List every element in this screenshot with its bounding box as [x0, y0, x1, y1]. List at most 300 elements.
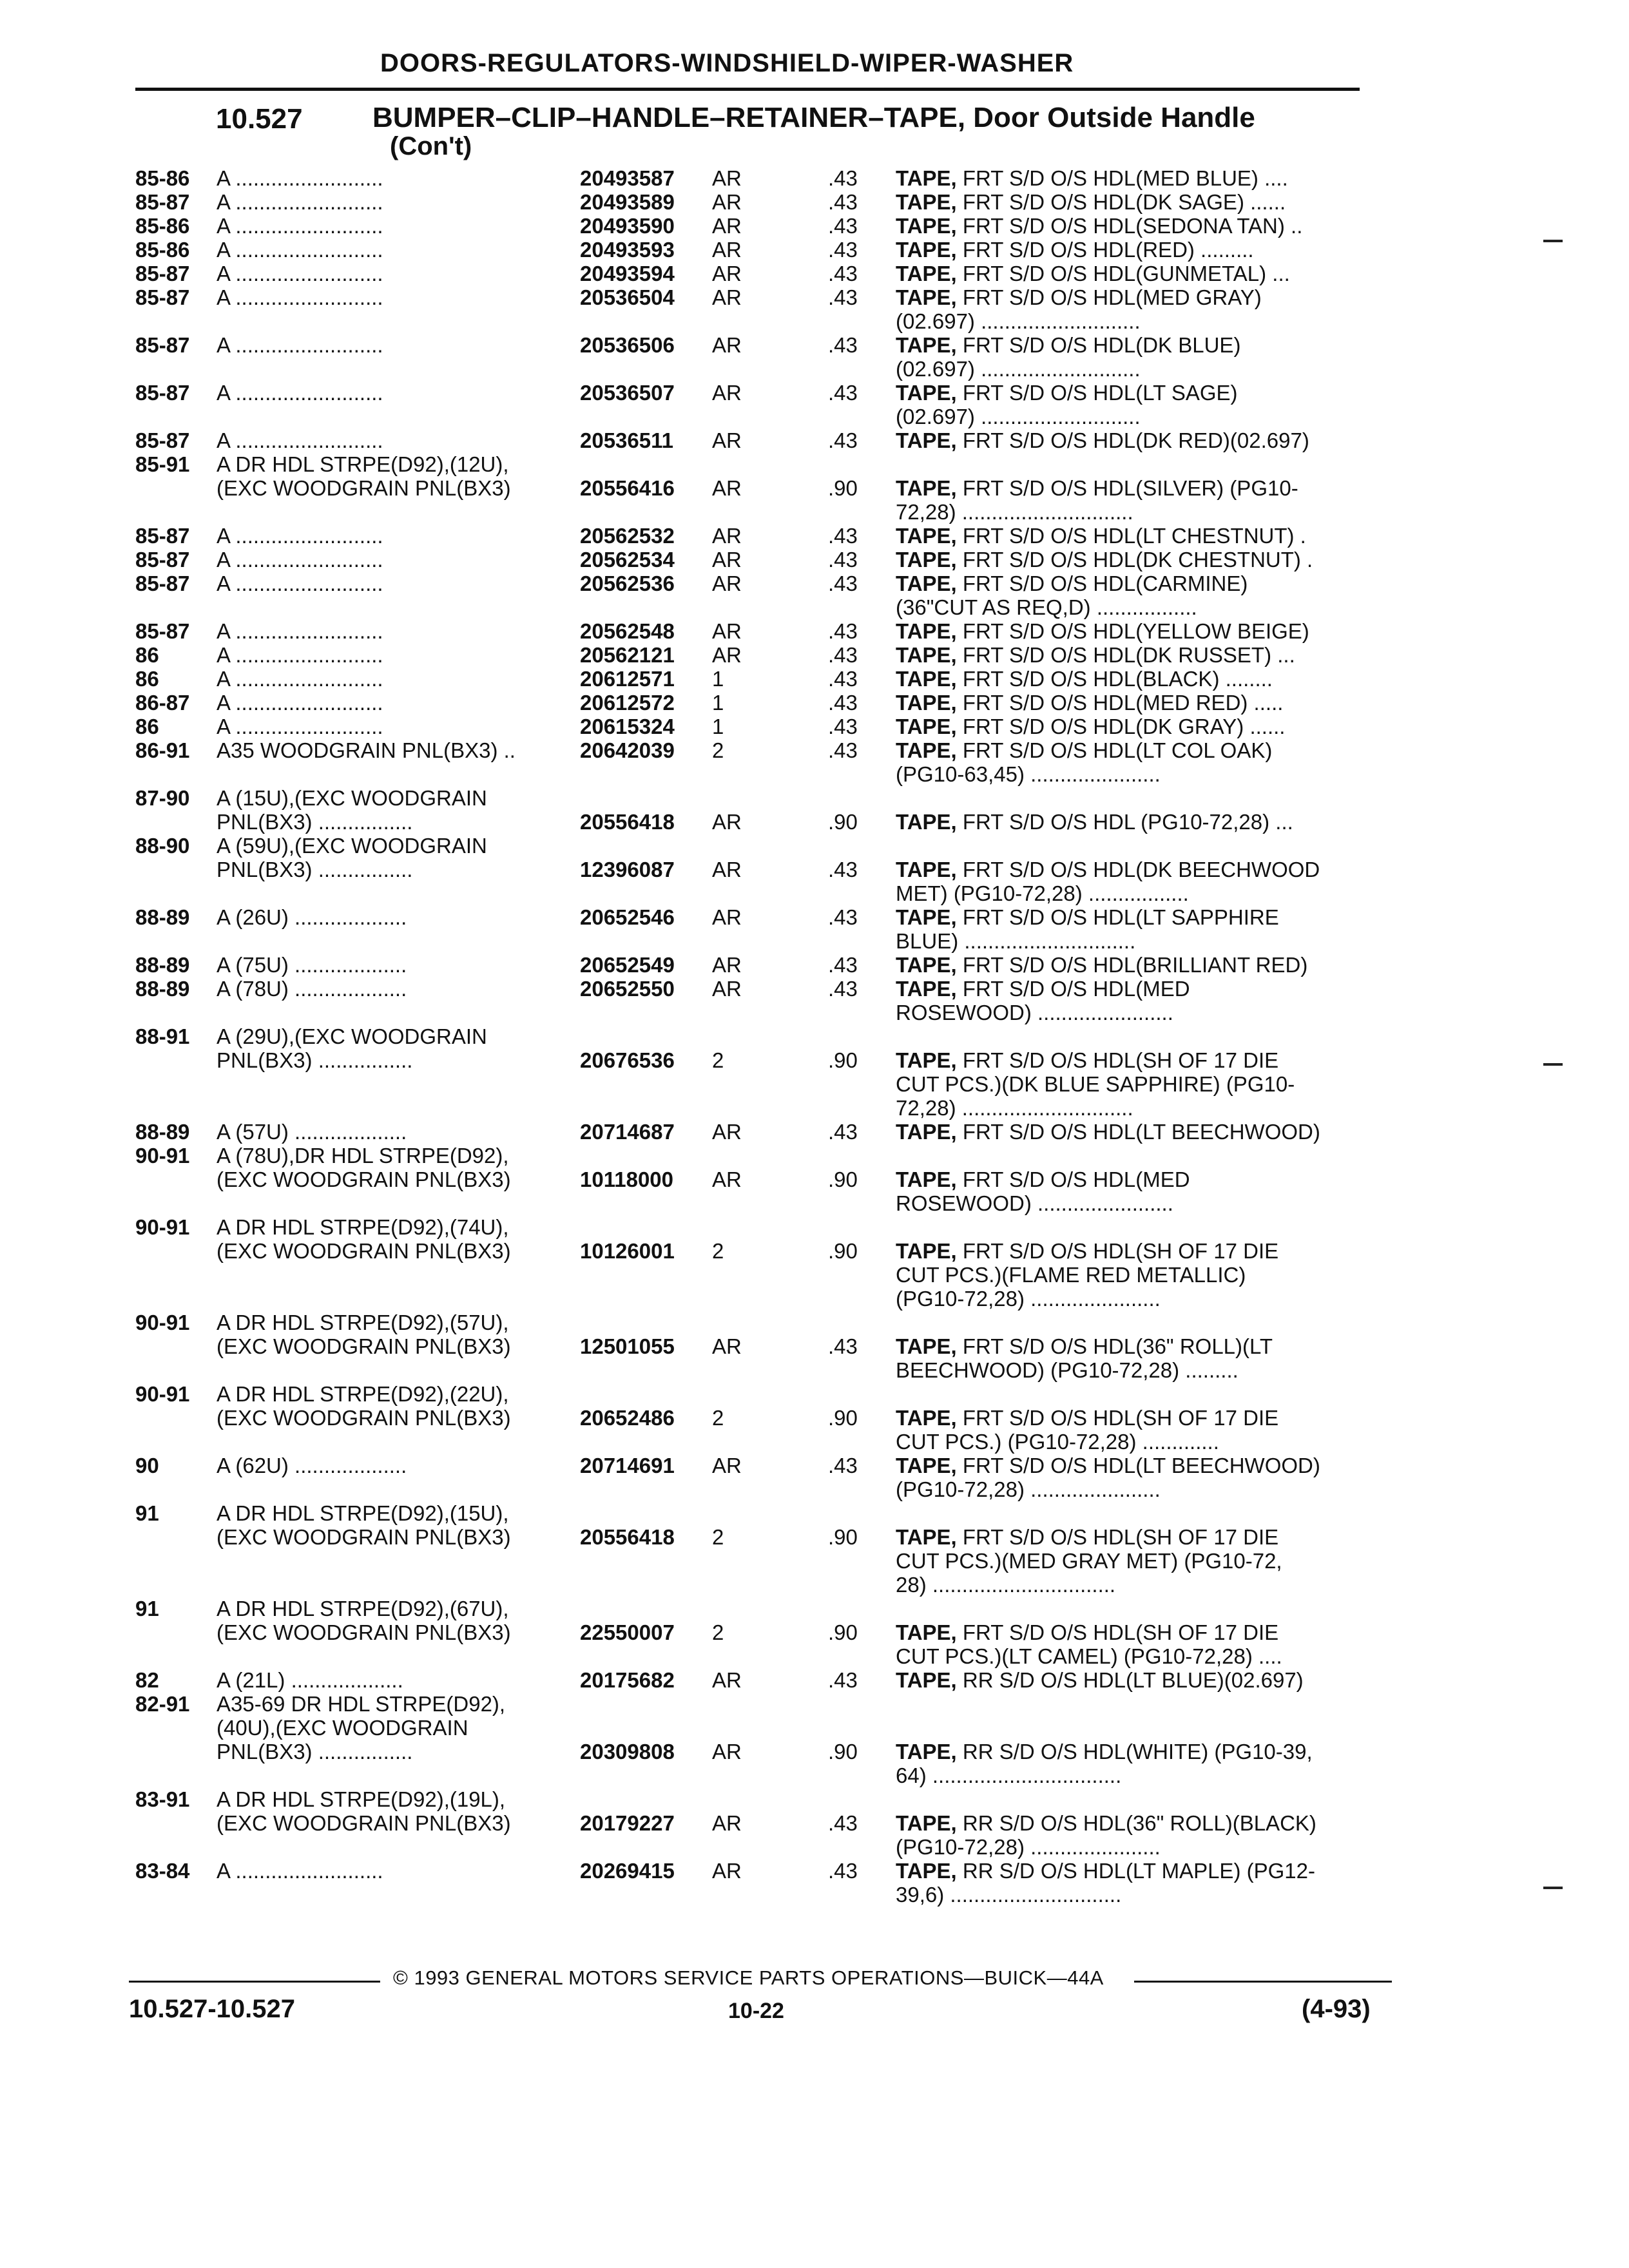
entry-line — [135, 1501, 1373, 1525]
model-years: 90-91 — [135, 1382, 190, 1406]
price-group: .43 — [828, 285, 858, 309]
description: TAPE, RR S/D O/S HDL(36" ROLL)(BLACK) — [896, 1811, 1316, 1835]
parts-entry — [135, 1859, 1373, 1907]
description: TAPE, FRT S/D O/S HDL(SH OF 17 DIE — [896, 1048, 1279, 1072]
application: A (59U),(EXC WOODGRAIN — [217, 834, 487, 858]
application: A ......................... — [217, 643, 383, 667]
model-years: 82-91 — [135, 1692, 190, 1716]
price-group: .43 — [828, 428, 858, 452]
description: TAPE, FRT S/D O/S HDL(BLACK) ........ — [896, 667, 1273, 691]
footer-rule-right — [1134, 1981, 1392, 1983]
quantity: AR — [712, 1740, 742, 1763]
entry-line — [135, 1168, 1373, 1191]
price-group: .43 — [828, 1859, 858, 1883]
entry-line — [135, 1430, 1373, 1454]
parts-entry — [135, 1144, 1373, 1215]
description: TAPE, FRT S/D O/S HDL(SILVER) (PG10- — [896, 476, 1298, 500]
parts-entry — [135, 1120, 1373, 1144]
application: A ......................... — [217, 572, 383, 595]
price-group: .43 — [828, 1454, 858, 1477]
model-years: 85-91 — [135, 452, 190, 476]
price-group: .90 — [828, 1239, 858, 1263]
parts-entry — [135, 715, 1373, 738]
model-years: 85-87 — [135, 524, 190, 548]
description: TAPE, FRT S/D O/S HDL(36" ROLL)(LT — [896, 1334, 1273, 1358]
entry-line — [135, 691, 1373, 715]
model-years: 82 — [135, 1668, 159, 1692]
parts-entry — [135, 572, 1373, 619]
description: TAPE, FRT S/D O/S HDL(DK RUSSET) ... — [896, 643, 1295, 667]
entry-line — [135, 452, 1373, 476]
model-years: 88-89 — [135, 1120, 190, 1144]
description: TAPE, FRT S/D O/S HDL(SEDONA TAN) .. — [896, 214, 1303, 238]
model-years: 91 — [135, 1501, 159, 1525]
quantity: AR — [712, 905, 742, 929]
quantity: AR — [712, 1859, 742, 1883]
application: A (21L) ................... — [217, 1668, 403, 1692]
application: A (26U) ................... — [217, 905, 407, 929]
application: A ......................... — [217, 715, 383, 738]
description: TAPE, FRT S/D O/S HDL(DK BEECHWOOD — [896, 858, 1320, 881]
model-years: 86 — [135, 643, 159, 667]
description: (02.697) ........................... — [896, 357, 1141, 381]
application: (EXC WOODGRAIN PNL(BX3) — [217, 476, 511, 500]
entry-line — [135, 667, 1373, 691]
parts-entry — [135, 452, 1373, 524]
entry-line — [135, 1048, 1373, 1072]
quantity: AR — [712, 428, 742, 452]
entry-line — [135, 1072, 1373, 1096]
description: 72,28) ............................. — [896, 1096, 1133, 1120]
entry-line — [135, 524, 1373, 548]
entry-line — [135, 786, 1373, 810]
price-group: .43 — [828, 619, 858, 643]
application: A (78U) ................... — [217, 977, 407, 1001]
entry-line — [135, 262, 1373, 285]
description: TAPE, RR S/D O/S HDL(WHITE) (PG10-39, — [896, 1740, 1313, 1763]
description: (PG10-72,28) ...................... — [896, 1287, 1161, 1311]
quantity: AR — [712, 476, 742, 500]
price-group: .43 — [828, 381, 858, 405]
parts-entry — [135, 190, 1373, 214]
price-group: .43 — [828, 214, 858, 238]
margin-mark — [1543, 240, 1563, 242]
price-group: .43 — [828, 238, 858, 262]
entry-line — [135, 905, 1373, 929]
part-number: 20615324 — [575, 715, 715, 738]
part-number: 20536504 — [575, 285, 715, 309]
part-number: 20556418 — [575, 1525, 715, 1549]
description: TAPE, RR S/D O/S HDL(LT BLUE)(02.697) — [896, 1668, 1304, 1692]
part-number: 10118000 — [575, 1168, 715, 1191]
description: (02.697) ........................... — [896, 405, 1141, 428]
quantity: AR — [712, 524, 742, 548]
application: A ......................... — [217, 214, 383, 238]
part-number: 20556416 — [575, 476, 715, 500]
description: TAPE, FRT S/D O/S HDL(YELLOW BEIGE) — [896, 619, 1309, 643]
entry-line — [135, 1024, 1373, 1048]
description: TAPE, FRT S/D O/S HDL(MED GRAY) — [896, 285, 1262, 309]
application: (EXC WOODGRAIN PNL(BX3) — [217, 1406, 511, 1430]
price-group: .43 — [828, 715, 858, 738]
model-years: 85-87 — [135, 262, 190, 285]
application: A DR HDL STRPE(D92),(74U), — [217, 1215, 509, 1239]
price-group: .43 — [828, 1120, 858, 1144]
parts-entry — [135, 977, 1373, 1024]
quantity: 2 — [712, 1239, 724, 1263]
quantity: AR — [712, 643, 742, 667]
application: A DR HDL STRPE(D92),(12U), — [217, 452, 509, 476]
application: A ......................... — [217, 1859, 383, 1883]
entry-line — [135, 1287, 1373, 1311]
parts-entry — [135, 691, 1373, 715]
application: PNL(BX3) ................ — [217, 1048, 413, 1072]
model-years: 86 — [135, 667, 159, 691]
application: PNL(BX3) ................ — [217, 858, 413, 881]
description: CUT PCS.) (PG10-72,28) ............. — [896, 1430, 1219, 1454]
model-years: 88-89 — [135, 977, 190, 1001]
model-years: 88-89 — [135, 905, 190, 929]
description: 64) ................................ — [896, 1763, 1122, 1787]
parts-entry — [135, 667, 1373, 691]
part-number: 20493590 — [575, 214, 715, 238]
quantity: AR — [712, 381, 742, 405]
description: (PG10-63,45) ...................... — [896, 762, 1161, 786]
quantity: AR — [712, 1454, 742, 1477]
part-number: 20536506 — [575, 333, 715, 357]
entry-line — [135, 929, 1373, 953]
price-group: .90 — [828, 1740, 858, 1763]
part-number: 10126001 — [575, 1239, 715, 1263]
entry-line — [135, 810, 1373, 834]
entry-line — [135, 1454, 1373, 1477]
model-years: 90-91 — [135, 1144, 190, 1168]
part-number: 20714687 — [575, 1120, 715, 1144]
price-group: .43 — [828, 548, 858, 572]
part-number: 20676536 — [575, 1048, 715, 1072]
parts-entry — [135, 643, 1373, 667]
parts-entry — [135, 381, 1373, 428]
quantity: AR — [712, 953, 742, 977]
quantity: 2 — [712, 1620, 724, 1644]
application: A ......................... — [217, 619, 383, 643]
entry-line — [135, 1644, 1373, 1668]
description: ROSEWOOD) ....................... — [896, 1001, 1173, 1024]
entry-line — [135, 1406, 1373, 1430]
part-number: 20536511 — [575, 428, 715, 452]
model-years: 85-87 — [135, 619, 190, 643]
application: (EXC WOODGRAIN PNL(BX3) — [217, 1168, 511, 1191]
entry-line — [135, 1740, 1373, 1763]
application: A35-69 DR HDL STRPE(D92), — [217, 1692, 506, 1716]
entry-line — [135, 1358, 1373, 1382]
part-number: 20536507 — [575, 381, 715, 405]
description: TAPE, FRT S/D O/S HDL(GUNMETAL) ... — [896, 262, 1290, 285]
part-number: 20493589 — [575, 190, 715, 214]
part-number: 20562532 — [575, 524, 715, 548]
part-number: 20652549 — [575, 953, 715, 977]
parts-entry — [135, 1454, 1373, 1501]
parts-entry — [135, 238, 1373, 262]
parts-entry — [135, 285, 1373, 333]
price-group: .90 — [828, 1168, 858, 1191]
parts-entry — [135, 1311, 1373, 1382]
price-group: .90 — [828, 810, 858, 834]
part-number: 20269415 — [575, 1859, 715, 1883]
model-years: 85-87 — [135, 333, 190, 357]
model-years: 91 — [135, 1597, 159, 1620]
application: A DR HDL STRPE(D92),(19L), — [217, 1787, 506, 1811]
part-number: 20612572 — [575, 691, 715, 715]
footer-page-number: 10-22 — [728, 1999, 784, 2023]
entry-line — [135, 1477, 1373, 1501]
model-years: 85-86 — [135, 238, 190, 262]
entry-line — [135, 1191, 1373, 1215]
entry-line — [135, 643, 1373, 667]
application: A ......................... — [217, 238, 383, 262]
parts-entry — [135, 619, 1373, 643]
catalog-title-continued: (Con't) — [390, 132, 472, 160]
quantity: 2 — [712, 738, 724, 762]
price-group: .43 — [828, 1334, 858, 1358]
entry-line — [135, 548, 1373, 572]
entry-line — [135, 1763, 1373, 1787]
parts-entry — [135, 905, 1373, 953]
description: MET) (PG10-72,28) ................. — [896, 881, 1189, 905]
model-years: 88-90 — [135, 834, 190, 858]
quantity: AR — [712, 1334, 742, 1358]
parts-entry — [135, 333, 1373, 381]
parts-entry — [135, 738, 1373, 786]
quantity: 1 — [712, 667, 724, 691]
application: A (62U) ................... — [217, 1454, 407, 1477]
entry-line — [135, 858, 1373, 881]
quantity: AR — [712, 214, 742, 238]
parts-entry — [135, 834, 1373, 905]
application: A ......................... — [217, 285, 383, 309]
header-rule — [135, 88, 1360, 91]
price-group: .43 — [828, 166, 858, 190]
entry-line — [135, 1668, 1373, 1692]
model-years: 85-87 — [135, 381, 190, 405]
model-years: 85-87 — [135, 548, 190, 572]
description: BEECHWOOD) (PG10-72,28) ......... — [896, 1358, 1239, 1382]
parts-entry — [135, 1215, 1373, 1311]
description: TAPE, FRT S/D O/S HDL(SH OF 17 DIE — [896, 1620, 1279, 1644]
quantity: 1 — [712, 691, 724, 715]
catalog-title: BUMPER–CLIP–HANDLE–RETAINER–TAPE, Door Outside Handle — [372, 102, 1255, 133]
description: TAPE, FRT S/D O/S HDL(CARMINE) — [896, 572, 1248, 595]
price-group: .90 — [828, 1525, 858, 1549]
quantity: AR — [712, 572, 742, 595]
price-group: .43 — [828, 572, 858, 595]
entry-line — [135, 1787, 1373, 1811]
application: A (78U),DR HDL STRPE(D92), — [217, 1144, 509, 1168]
price-group: .90 — [828, 1048, 858, 1072]
description: TAPE, FRT S/D O/S HDL(MED — [896, 1168, 1190, 1191]
description: TAPE, FRT S/D O/S HDL(MED RED) ..... — [896, 691, 1284, 715]
price-group: .90 — [828, 476, 858, 500]
price-group: .43 — [828, 977, 858, 1001]
application: A (15U),(EXC WOODGRAIN — [217, 786, 487, 810]
entry-line — [135, 1001, 1373, 1024]
application: A (75U) ................... — [217, 953, 407, 977]
part-number: 12501055 — [575, 1334, 715, 1358]
price-group: .43 — [828, 667, 858, 691]
quantity: AR — [712, 1120, 742, 1144]
parts-entry — [135, 262, 1373, 285]
part-number: 20612571 — [575, 667, 715, 691]
model-years: 90 — [135, 1454, 159, 1477]
part-number: 20714691 — [575, 1454, 715, 1477]
application: A ......................... — [217, 262, 383, 285]
description: CUT PCS.)(FLAME RED METALLIC) — [896, 1263, 1246, 1287]
entry-line — [135, 1311, 1373, 1334]
description: TAPE, FRT S/D O/S HDL(DK GRAY) ...... — [896, 715, 1286, 738]
description: TAPE, FRT S/D O/S HDL(BRILLIANT RED) — [896, 953, 1308, 977]
entry-line — [135, 1716, 1373, 1740]
application: A DR HDL STRPE(D92),(15U), — [217, 1501, 509, 1525]
description: TAPE, RR S/D O/S HDL(LT MAPLE) (PG12- — [896, 1859, 1315, 1883]
parts-entry — [135, 166, 1373, 190]
description: TAPE, FRT S/D O/S HDL(MED BLUE) .... — [896, 166, 1288, 190]
entry-line — [135, 1096, 1373, 1120]
description: TAPE, FRT S/D O/S HDL(MED — [896, 977, 1190, 1001]
application: A ......................... — [217, 190, 383, 214]
part-number: 20493593 — [575, 238, 715, 262]
model-years: 86-91 — [135, 738, 190, 762]
quantity: 2 — [712, 1406, 724, 1430]
parts-entry — [135, 1501, 1373, 1597]
entry-line — [135, 1144, 1373, 1168]
description: TAPE, FRT S/D O/S HDL(DK SAGE) ...... — [896, 190, 1286, 214]
footer-rule-left — [129, 1981, 380, 1983]
part-number: 20562121 — [575, 643, 715, 667]
entry-line — [135, 1692, 1373, 1716]
entry-line — [135, 1597, 1373, 1620]
margin-mark — [1543, 1887, 1563, 1889]
quantity: AR — [712, 619, 742, 643]
price-group: .43 — [828, 858, 858, 881]
entry-line — [135, 572, 1373, 595]
parts-entry — [135, 428, 1373, 452]
application: (40U),(EXC WOODGRAIN — [217, 1716, 468, 1740]
model-years: 90-91 — [135, 1311, 190, 1334]
model-years: 90-91 — [135, 1215, 190, 1239]
application: PNL(BX3) ................ — [217, 1740, 413, 1763]
part-number: 20642039 — [575, 738, 715, 762]
part-number: 20562534 — [575, 548, 715, 572]
price-group: .43 — [828, 643, 858, 667]
application: A ......................... — [217, 333, 383, 357]
application: (EXC WOODGRAIN PNL(BX3) — [217, 1525, 511, 1549]
description: TAPE, FRT S/D O/S HDL(RED) ......... — [896, 238, 1254, 262]
part-number: 20179227 — [575, 1811, 715, 1835]
entry-line — [135, 285, 1373, 309]
description: ROSEWOOD) ....................... — [896, 1191, 1173, 1215]
price-group: .43 — [828, 953, 858, 977]
parts-entry — [135, 1382, 1373, 1454]
application: A DR HDL STRPE(D92),(57U), — [217, 1311, 509, 1334]
entry-line — [135, 1334, 1373, 1358]
part-number: 22550007 — [575, 1620, 715, 1644]
price-group: .43 — [828, 691, 858, 715]
part-number: 20493587 — [575, 166, 715, 190]
application: A ......................... — [217, 524, 383, 548]
entry-line — [135, 1549, 1373, 1573]
application: A DR HDL STRPE(D92),(22U), — [217, 1382, 509, 1406]
entry-line — [135, 166, 1373, 190]
price-group: .43 — [828, 262, 858, 285]
parts-entry — [135, 548, 1373, 572]
entry-line — [135, 428, 1373, 452]
entry-line — [135, 190, 1373, 214]
entry-line — [135, 214, 1373, 238]
application: A ......................... — [217, 428, 383, 452]
quantity: AR — [712, 1811, 742, 1835]
entry-line — [135, 762, 1373, 786]
parts-list — [135, 166, 1373, 1907]
parts-entry — [135, 1787, 1373, 1859]
entry-line — [135, 476, 1373, 500]
entry-line — [135, 1573, 1373, 1597]
entry-line — [135, 381, 1373, 405]
part-number: 20562548 — [575, 619, 715, 643]
application: (EXC WOODGRAIN PNL(BX3) — [217, 1334, 511, 1358]
quantity: 1 — [712, 715, 724, 738]
entry-line — [135, 1811, 1373, 1835]
description: 72,28) ............................. — [896, 500, 1133, 524]
part-number: 20652550 — [575, 977, 715, 1001]
description: CUT PCS.)(DK BLUE SAPPHIRE) (PG10- — [896, 1072, 1295, 1096]
quantity: AR — [712, 1668, 742, 1692]
model-years: 88-91 — [135, 1024, 190, 1048]
description: TAPE, FRT S/D O/S HDL(LT CHESTNUT) . — [896, 524, 1306, 548]
model-years: 86-87 — [135, 691, 190, 715]
application: A ......................... — [217, 667, 383, 691]
section-header: DOORS-REGULATORS-WINDSHIELD-WIPER-WASHER — [380, 49, 1074, 77]
parts-entry — [135, 953, 1373, 977]
application: A ......................... — [217, 548, 383, 572]
entry-line — [135, 1263, 1373, 1287]
parts-entry — [135, 1024, 1373, 1120]
price-group: .43 — [828, 905, 858, 929]
entry-line — [135, 1835, 1373, 1859]
parts-entry — [135, 214, 1373, 238]
application: A ......................... — [217, 166, 383, 190]
entry-line — [135, 1215, 1373, 1239]
price-group: .43 — [828, 738, 858, 762]
entry-line — [135, 1525, 1373, 1549]
parts-entry — [135, 1668, 1373, 1692]
quantity: AR — [712, 333, 742, 357]
description: TAPE, FRT S/D O/S HDL(DK CHESTNUT) . — [896, 548, 1313, 572]
application: A ......................... — [217, 381, 383, 405]
part-number: 12396087 — [575, 858, 715, 881]
application: A35 WOODGRAIN PNL(BX3) .. — [217, 738, 516, 762]
entry-line — [135, 1620, 1373, 1644]
quantity: 2 — [712, 1048, 724, 1072]
entry-line — [135, 953, 1373, 977]
price-group: .90 — [828, 1406, 858, 1430]
part-number: 20652486 — [575, 1406, 715, 1430]
application: A ......................... — [217, 691, 383, 715]
application: (EXC WOODGRAIN PNL(BX3) — [217, 1620, 511, 1644]
catalog-number: 10.527 — [216, 103, 303, 135]
price-group: .43 — [828, 190, 858, 214]
quantity: AR — [712, 810, 742, 834]
model-years: 83-84 — [135, 1859, 190, 1883]
